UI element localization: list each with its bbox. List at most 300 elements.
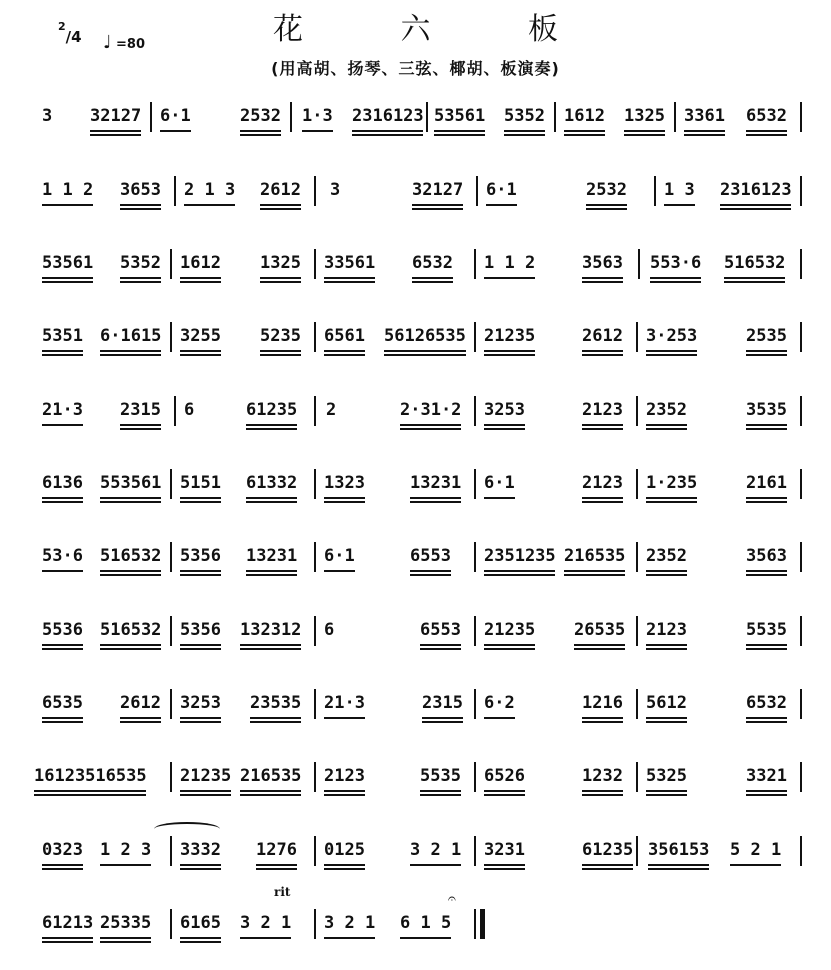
- note-group: 3 2 1: [410, 840, 461, 860]
- beam-underline: [100, 937, 151, 939]
- note-group: 2612: [260, 180, 301, 200]
- beam-underline: [120, 717, 161, 719]
- beam-underline: [100, 574, 161, 576]
- note-group: 2352: [646, 400, 687, 420]
- beam-underline: [352, 130, 423, 132]
- beam-underline: [484, 428, 525, 430]
- beam-underline: [256, 868, 297, 870]
- note-group: 53561: [434, 106, 485, 126]
- beam-underline: [664, 204, 695, 206]
- note-group: 3563: [582, 253, 623, 273]
- barline: [674, 102, 676, 132]
- beam-underline: [582, 868, 633, 870]
- beam-underline: [180, 644, 221, 646]
- barline: [638, 249, 640, 279]
- note-group: 132312: [240, 620, 301, 640]
- note-group: 216535: [240, 766, 301, 786]
- note-group: 6·2: [484, 693, 515, 713]
- note-group: 32127: [412, 180, 463, 200]
- beam-underline: [650, 277, 701, 279]
- beam-underline: [324, 350, 365, 352]
- beam-underline: [240, 794, 301, 796]
- beam-underline: [90, 130, 141, 132]
- note-group: 2316123: [352, 106, 424, 126]
- beam-underline: [180, 717, 221, 719]
- beam-underline: [180, 277, 221, 279]
- beam-underline: [180, 868, 221, 870]
- note-group: 5612: [646, 693, 687, 713]
- beam-underline: [180, 941, 221, 943]
- note-group: 2: [326, 400, 337, 420]
- beam-underline: [120, 428, 161, 430]
- beam-underline: [160, 130, 191, 132]
- note-group: 61235: [582, 840, 633, 860]
- beam-underline: [746, 648, 787, 650]
- note-group: 1612: [180, 253, 221, 273]
- barline: [800, 102, 802, 132]
- beam-underline: [484, 790, 525, 792]
- barline: [636, 542, 638, 572]
- barline: [474, 396, 476, 426]
- note-group: 3 2 1: [240, 913, 291, 933]
- beam-underline: [564, 570, 625, 572]
- barline: [800, 322, 802, 352]
- note-group: 2123: [324, 766, 365, 786]
- barline: [654, 176, 656, 206]
- barline: [636, 689, 638, 719]
- barline: [800, 396, 802, 426]
- beam-underline: [42, 941, 93, 943]
- note-group: 5351: [42, 326, 83, 346]
- barline: [426, 102, 428, 132]
- beam-underline: [34, 794, 146, 796]
- beam-underline: [42, 281, 93, 283]
- barline: [314, 396, 316, 426]
- note-group: 26535: [574, 620, 625, 640]
- note-group: 3653: [120, 180, 161, 200]
- note-group: 3332: [180, 840, 221, 860]
- beam-underline: [720, 204, 791, 206]
- beam-underline: [246, 574, 297, 576]
- note-group: 2535: [746, 326, 787, 346]
- note-group: 1 3: [664, 180, 695, 200]
- tempo-value: =80: [116, 37, 146, 52]
- beam-underline: [412, 204, 463, 206]
- beam-underline: [100, 648, 161, 650]
- beam-underline: [42, 937, 93, 939]
- note-group: 13231: [410, 473, 461, 493]
- beam-underline: [582, 717, 623, 719]
- note-group: 25335: [100, 913, 151, 933]
- barline: [170, 469, 172, 499]
- note-group: 6: [184, 400, 195, 420]
- beam-underline: [484, 644, 535, 646]
- note-group: 1325: [260, 253, 301, 273]
- beam-underline: [724, 277, 785, 279]
- barline: [170, 322, 172, 352]
- note-group: 33561: [324, 253, 375, 273]
- note-group: 6532: [746, 693, 787, 713]
- beam-underline: [422, 721, 463, 723]
- note-group: 5352: [504, 106, 545, 126]
- beam-underline: [180, 794, 231, 796]
- barline: [314, 176, 316, 206]
- beam-underline: [42, 570, 83, 572]
- beam-underline: [120, 208, 161, 210]
- beam-underline: [42, 277, 93, 279]
- barline: [474, 542, 476, 572]
- barline: [314, 616, 316, 646]
- beam-underline: [324, 868, 365, 870]
- barline: [636, 396, 638, 426]
- beam-underline: [646, 721, 687, 723]
- beam-underline: [646, 350, 697, 352]
- beam-underline: [246, 570, 297, 572]
- note-group: 6526: [484, 766, 525, 786]
- beam-underline: [100, 570, 161, 572]
- note-group: 3321: [746, 766, 787, 786]
- beam-underline: [586, 208, 627, 210]
- beam-underline: [180, 281, 221, 283]
- staff-row: [34, 758, 804, 798]
- staff-row: [34, 538, 804, 578]
- beam-underline: [42, 204, 93, 206]
- beam-underline: [582, 354, 623, 356]
- note-group: 1612: [564, 106, 605, 126]
- note-group: 1232: [582, 766, 623, 786]
- beam-underline: [582, 277, 623, 279]
- beam-underline: [180, 864, 221, 866]
- staff-row: [34, 612, 804, 652]
- beam-underline: [260, 277, 301, 279]
- note-group: 5535: [420, 766, 461, 786]
- note-group: 1 2 3: [100, 840, 151, 860]
- barline: [150, 102, 152, 132]
- beam-underline: [352, 134, 423, 136]
- beam-underline: [624, 134, 665, 136]
- barline: [800, 176, 802, 206]
- beam-underline: [180, 350, 221, 352]
- beam-underline: [582, 497, 623, 499]
- beam-underline: [120, 721, 161, 723]
- note-group: 61235: [246, 400, 297, 420]
- beam-underline: [384, 350, 466, 352]
- barline: [474, 689, 476, 719]
- beam-underline: [646, 354, 697, 356]
- note-group: 6·1: [484, 473, 515, 493]
- note-group: 53·6: [42, 546, 83, 566]
- beam-underline: [90, 134, 141, 136]
- beam-underline: [650, 281, 701, 283]
- beam-underline: [180, 501, 221, 503]
- beam-underline: [246, 497, 297, 499]
- instrumentation-subtitle: (用高胡、扬琴、三弦、椰胡、板演奏): [271, 59, 560, 78]
- beam-underline: [574, 644, 625, 646]
- note-group: 2123: [582, 400, 623, 420]
- note-group: 516532: [724, 253, 785, 273]
- beam-underline: [120, 281, 161, 283]
- beam-underline: [412, 208, 463, 210]
- staff-row: [34, 318, 804, 358]
- beam-underline: [412, 281, 453, 283]
- beam-underline: [582, 790, 623, 792]
- beam-underline: [412, 277, 453, 279]
- barline: [636, 762, 638, 792]
- beam-underline: [624, 130, 665, 132]
- barline: [314, 909, 316, 939]
- beam-underline: [484, 570, 555, 572]
- beam-underline: [42, 424, 83, 426]
- beam-underline: [420, 790, 461, 792]
- beam-underline: [646, 644, 687, 646]
- note-group: 32127: [90, 106, 141, 126]
- beam-underline: [746, 501, 787, 503]
- note-group: 216535: [564, 546, 625, 566]
- barline: [636, 322, 638, 352]
- barline: [474, 469, 476, 499]
- barline: [474, 836, 476, 866]
- beam-underline: [564, 134, 605, 136]
- note-group: 5356: [180, 620, 221, 640]
- beam-underline: [260, 350, 301, 352]
- note-group: 2352: [646, 546, 687, 566]
- beam-underline: [648, 864, 709, 866]
- barline: [474, 616, 476, 646]
- beam-underline: [746, 130, 787, 132]
- beam-underline: [400, 428, 461, 430]
- note-group: 516532: [100, 620, 161, 640]
- note-group: 3: [330, 180, 341, 200]
- beam-underline: [42, 864, 83, 866]
- beam-underline: [240, 130, 281, 132]
- beam-underline: [582, 721, 623, 723]
- meter-denominator: 4: [71, 28, 82, 46]
- note-group: 2123: [582, 473, 623, 493]
- beam-underline: [180, 570, 221, 572]
- beam-underline: [746, 570, 787, 572]
- beam-underline: [746, 644, 787, 646]
- beam-underline: [582, 864, 633, 866]
- beam-underline: [484, 717, 515, 719]
- beam-underline: [324, 277, 375, 279]
- staff-row: [34, 465, 804, 505]
- staff-row: [34, 245, 804, 285]
- beam-underline: [684, 130, 725, 132]
- beam-underline: [400, 937, 451, 939]
- beam-underline: [100, 644, 161, 646]
- note-group: 6·1: [160, 106, 191, 126]
- beam-underline: [324, 790, 365, 792]
- note-group: 5356: [180, 546, 221, 566]
- beam-underline: [302, 130, 333, 132]
- note-group: 6·1: [486, 180, 517, 200]
- note-group: 6136: [42, 473, 83, 493]
- beam-underline: [400, 424, 461, 426]
- beam-underline: [746, 721, 787, 723]
- beam-underline: [746, 790, 787, 792]
- beam-underline: [250, 717, 301, 719]
- beam-underline: [324, 354, 365, 356]
- note-group: 3·253: [646, 326, 697, 346]
- note-group: 16123516535: [34, 766, 147, 786]
- note-group: 356153: [648, 840, 709, 860]
- barline: [800, 762, 802, 792]
- beam-underline: [646, 424, 687, 426]
- note-group: 2·31·2: [400, 400, 461, 420]
- barline: [170, 249, 172, 279]
- beam-underline: [720, 208, 791, 210]
- beam-underline: [324, 864, 365, 866]
- beam-underline: [746, 354, 787, 356]
- note-group: 61332: [246, 473, 297, 493]
- note-group: 21·3: [42, 400, 83, 420]
- beam-underline: [180, 354, 221, 356]
- beam-underline: [240, 937, 291, 939]
- beam-underline: [582, 350, 623, 352]
- barline: [474, 249, 476, 279]
- note-group: 5536: [42, 620, 83, 640]
- beam-underline: [730, 864, 781, 866]
- barline: [474, 909, 476, 939]
- beam-underline: [504, 130, 545, 132]
- beam-underline: [42, 721, 83, 723]
- barline: [170, 542, 172, 572]
- beam-underline: [646, 501, 697, 503]
- beam-underline: [324, 497, 365, 499]
- beam-underline: [260, 208, 301, 210]
- beam-underline: [646, 790, 687, 792]
- beam-underline: [582, 501, 623, 503]
- beam-underline: [648, 868, 709, 870]
- meter-numerator: 2: [58, 20, 66, 33]
- beam-underline: [484, 497, 515, 499]
- beam-underline: [256, 864, 297, 866]
- note-group: 3253: [180, 693, 221, 713]
- beam-underline: [746, 574, 787, 576]
- note-group: 21235: [484, 326, 535, 346]
- beam-underline: [410, 501, 461, 503]
- beam-underline: [180, 497, 221, 499]
- barline: [800, 836, 802, 866]
- note-group: 6553: [420, 620, 461, 640]
- note-group: 6·1615: [100, 326, 161, 346]
- beam-underline: [420, 794, 461, 796]
- beam-underline: [120, 424, 161, 426]
- beam-underline: [246, 428, 297, 430]
- barline: [636, 469, 638, 499]
- beam-underline: [410, 574, 451, 576]
- note-group: 2123: [646, 620, 687, 640]
- barline: [314, 542, 316, 572]
- note-group: 53561: [42, 253, 93, 273]
- beam-underline: [240, 648, 301, 650]
- tempo-marking: [103, 32, 145, 53]
- beam-underline: [180, 648, 221, 650]
- note-group: 2161: [746, 473, 787, 493]
- beam-underline: [384, 354, 466, 356]
- beam-underline: [684, 134, 725, 136]
- barline: [170, 909, 172, 939]
- beam-underline: [42, 648, 83, 650]
- note-group: 0323: [42, 840, 83, 860]
- note-group: 6553: [410, 546, 451, 566]
- beam-underline: [180, 721, 221, 723]
- barline: [174, 396, 176, 426]
- beam-underline: [42, 717, 83, 719]
- note-group: 3253: [484, 400, 525, 420]
- barline: [474, 322, 476, 352]
- beam-underline: [324, 281, 375, 283]
- note-group: 1276: [256, 840, 297, 860]
- note-group: 3: [42, 106, 53, 126]
- piece-title: 花 六 板: [272, 12, 603, 47]
- beam-underline: [582, 794, 623, 796]
- beam-underline: [646, 570, 687, 572]
- barline: [636, 836, 638, 866]
- note-group: 2315: [120, 400, 161, 420]
- note-group: 6561: [324, 326, 365, 346]
- note-group: 56126535: [384, 326, 466, 346]
- note-group: 5235: [260, 326, 301, 346]
- note-group: 1216: [582, 693, 623, 713]
- barline: [170, 689, 172, 719]
- beam-underline: [324, 794, 365, 796]
- note-group: 21235: [180, 766, 231, 786]
- beam-underline: [100, 501, 161, 503]
- beam-underline: [646, 648, 687, 650]
- note-group: 553·6: [650, 253, 701, 273]
- beam-underline: [260, 281, 301, 283]
- barline: [636, 616, 638, 646]
- note-group: 516532: [100, 546, 161, 566]
- note-group: 6532: [412, 253, 453, 273]
- beam-underline: [246, 424, 297, 426]
- beam-underline: [484, 794, 525, 796]
- beam-underline: [484, 350, 535, 352]
- note-group: 0125: [324, 840, 365, 860]
- beam-underline: [100, 864, 151, 866]
- barline: [800, 469, 802, 499]
- note-group: 6165: [180, 913, 221, 933]
- beam-underline: [34, 790, 146, 792]
- beam-underline: [582, 424, 623, 426]
- note-group: 13231: [246, 546, 297, 566]
- beam-underline: [324, 717, 365, 719]
- beam-underline: [564, 130, 605, 132]
- beam-underline: [260, 354, 301, 356]
- ritardando-marking: rit: [274, 885, 291, 899]
- staff-row: [34, 392, 804, 432]
- beam-underline: [582, 428, 623, 430]
- beam-underline: [410, 497, 461, 499]
- time-signature: $^2$/4: [58, 20, 82, 46]
- note-group: 21·3: [324, 693, 365, 713]
- barline: [314, 762, 316, 792]
- beam-underline: [420, 648, 461, 650]
- barline: [290, 102, 292, 132]
- beam-underline: [504, 134, 545, 136]
- beam-underline: [246, 501, 297, 503]
- barline: [314, 836, 316, 866]
- beam-underline: [42, 497, 83, 499]
- beam-underline: [582, 281, 623, 283]
- beam-underline: [180, 790, 231, 792]
- beam-underline: [746, 794, 787, 796]
- beam-underline: [586, 204, 627, 206]
- barline: [170, 616, 172, 646]
- note-group: 3255: [180, 326, 221, 346]
- note-group: 2315: [422, 693, 463, 713]
